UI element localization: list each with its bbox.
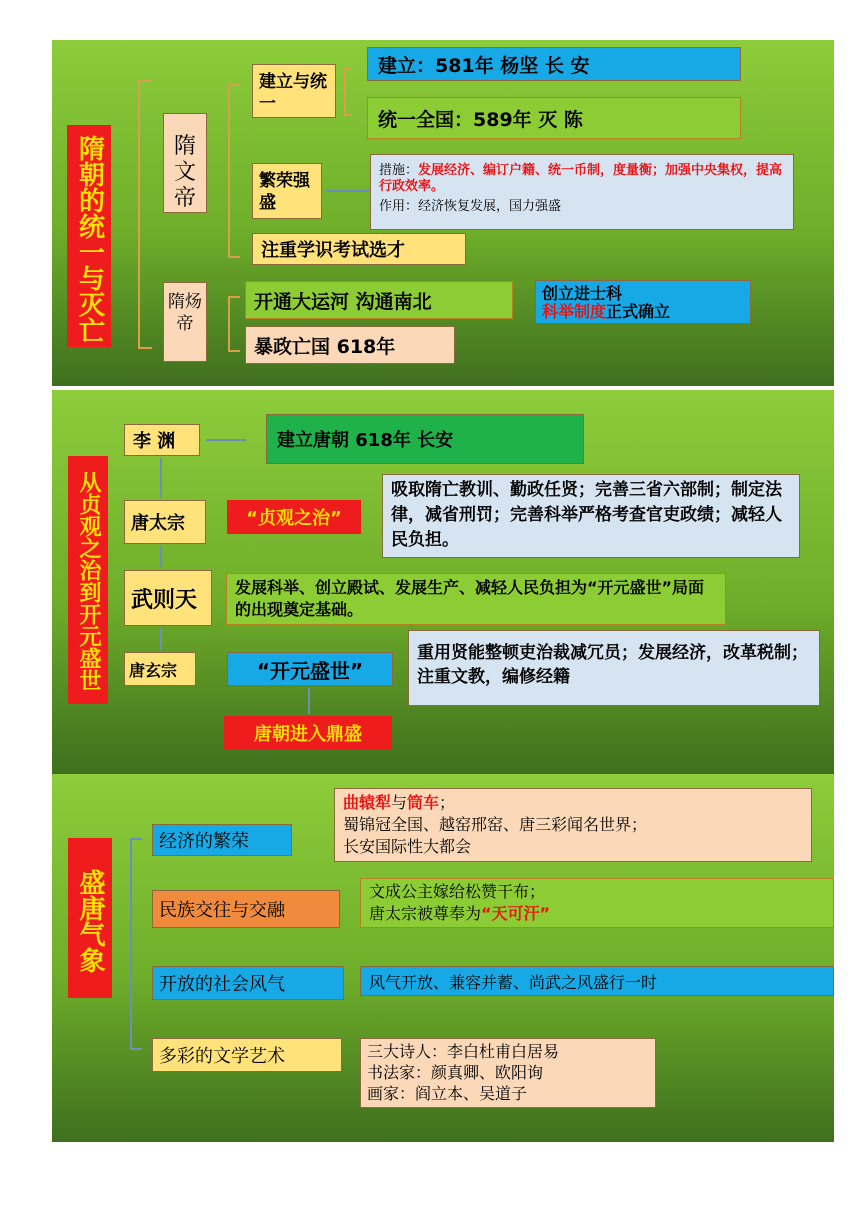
panel-tang [52,390,834,774]
cuoshi-label: 措施： [379,163,419,178]
box-yunhe-text: 开通大运河 沟通南北 [254,290,432,313]
box-wenxue-detail [360,1038,656,1108]
box-minzu-detail [360,878,834,928]
box-fanrong-text: 繁荣强盛 [259,171,310,213]
jinshi-line1: 创立进士科 [542,284,623,303]
cuoshi-text: 发展经济、编订户籍、统一币制，度量衡；加强中央集权，提高行政效率。 [379,163,783,194]
box-wuzetian [124,570,212,626]
arrow-3 [160,628,162,650]
minzu-tiankehan: “天可汗” [481,904,551,923]
box-jianli-text: 建立：581年 杨坚 长 安 [378,54,590,77]
box-taizong [124,500,206,544]
box-kaifang [152,966,344,1000]
wenxue-line2: 书法家：颜真卿、欧阳询 [367,1063,544,1082]
jinshi-red: 科举制度 [542,302,607,321]
box-yunhe [245,281,513,319]
jingji-line3: 长安国际性大都会 [343,837,472,856]
box-fanrong [252,163,322,219]
box-kaifang-text: 开放的社会风气 [159,974,285,995]
jinshi-line2 [542,303,744,321]
box-liyuan-text: 李 渊 [133,431,176,452]
title-sui [67,125,111,347]
box-xuanzong [124,652,196,686]
panel-sui [52,40,834,386]
panel-shengtang [52,774,834,1142]
title-sui-text: 隋朝的统一与灭亡 [74,135,105,343]
arrow-4 [308,688,310,714]
taizong-detail: 吸取隋亡教训、勤政任贤；完善三省六部制；制定法律，减省刑罚；完善科举严格考查官吏政绩；减轻人民负担。 [391,480,782,550]
box-liyuan [124,424,200,456]
bracket-yangdi [228,296,240,352]
box-zhongshi [252,233,466,265]
box-zhongshi-text: 注重学识考试选才 [261,240,405,261]
box-jingji-detail [334,788,812,862]
minzu-line2 [369,903,825,925]
arrow-2 [160,546,162,568]
emperor-wendi [163,113,207,213]
box-jianli-tang-text: 建立唐朝 618年 长安 [277,430,454,451]
jinshi-rest: 正式确立 [606,302,671,321]
arrow-1 [160,458,162,498]
bracket-sui [138,80,152,349]
connector-liyuan [206,439,246,441]
box-jianli-tang [266,414,584,464]
box-cuoshi [370,154,794,230]
box-jianli-tongyi [252,64,336,118]
bracket-wendi [228,84,240,258]
box-dingsheng [224,716,392,750]
box-taizong-text [382,474,800,558]
box-tongyi-text: 统一全国：589年 灭 陈 [378,108,583,131]
box-jianli-tongyi-text: 建立与统一 [259,72,327,114]
box-xuanzong-text: 唐玄宗 [129,660,178,680]
emperor-yangdi [163,282,207,362]
minzu-l2-text: 唐太宗被尊奉为 [369,904,482,923]
box-dingsheng-text: 唐朝进入鼎盛 [254,724,362,745]
box-jinshi [535,280,751,324]
box-wuzetian-text [226,573,726,625]
box-minzu-text: 民族交往与交融 [159,900,285,921]
box-taizong-text: 唐太宗 [131,513,185,534]
box-jianli [367,47,741,81]
box-baozheng [245,326,455,364]
box-baozheng-text: 暴政亡国 618年 [254,335,396,358]
kaifang-detail: 风气开放、兼容并蓄、尚武之风盛行一时 [369,972,658,992]
cuoshi-line [379,163,785,195]
box-zhenguan-text: “贞观之治” [246,508,342,529]
box-wenxue [152,1038,342,1072]
jingji-line2: 蜀锦冠全国、越窑邢窑、唐三彩闻名世界； [343,815,648,834]
wuzetian-detail: 发展科举、创立殿试、发展生产、减轻人民负担为“开元盛世”局面的出现奠定基础。 [235,578,705,619]
box-jingji-text: 经济的繁荣 [159,831,249,852]
box-wenxue-text: 多彩的文学艺术 [159,1046,285,1067]
jingji-he: 与 [391,793,408,812]
emperor-yangdi-text: 隋炀帝 [168,292,202,334]
xuanzong-detail: 重用贤能整顿吏治裁减冗员；发展经济，改革税制；注重文教，编修经籍 [417,643,808,687]
box-kaiyuan [227,652,393,686]
emperor-wendi-text: 隋文帝 [173,134,196,211]
wenxue-line1: 三大诗人：李白杜甫白居易 [367,1042,560,1061]
wenxue-line3: 画家：阎立本、吴道子 [367,1084,528,1103]
title-shengtang-text: 盛唐气象 [75,869,105,973]
bracket-shengtang [130,838,142,1050]
jingji-red1: 曲辕犁 [343,793,392,812]
jingji-line1 [343,792,803,814]
box-tongyi [367,97,741,139]
title-tang [68,456,108,704]
box-wuzetian-text: 武则天 [131,587,198,613]
box-xuanzong-text [408,630,820,706]
box-kaifang-detail [360,966,834,996]
box-minzu [152,890,340,928]
box-jingji [152,824,292,856]
jingji-semicolon: ； [439,793,456,812]
title-shengtang [68,838,112,998]
title-tang-text: 从贞观之治到开元盛世 [76,471,101,691]
connector-fanrong [326,190,370,192]
zuoyong-text: 作用：经济恢复发展，国力强盛 [379,199,562,214]
box-zhenguan [227,500,361,534]
bracket-jianli [344,68,352,116]
jingji-red2: 筒车 [407,793,440,812]
minzu-line1: 文成公主嫁给松赞干布； [369,882,546,901]
box-kaiyuan-text: “开元盛世” [256,658,364,683]
